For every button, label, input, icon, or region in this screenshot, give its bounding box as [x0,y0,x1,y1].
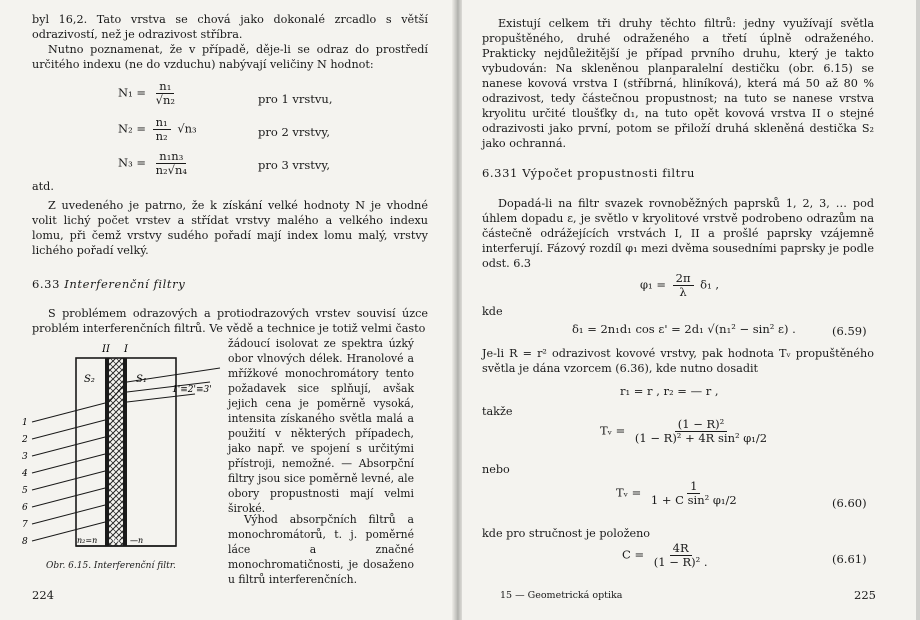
left-intro-2: Nutno poznamenat, že v případě, děje-li se odraz do prostředí určitého indexu (ne do vzduchu) nabývají veličiny N hodnot: [32,43,428,71]
eq-r: r₁ = r , r₂ = — r , [620,384,719,398]
eq-delta-number: (6.59) [832,324,867,338]
nebo: nebo [482,463,510,476]
label-n: —n [130,536,144,545]
label-II: II [102,344,110,355]
left-para-z: Z uvedeného je patrno, že k získání velké hodnoty N je vhodné volit lichý počet vrstev a střídat vrstvy malého a velkého indexu lomu, při čemž vrstvy sudého pořadí mají index lomu malý, vrstvy lichého pořadí velký. [32,199,428,257]
kde-2: kde pro stručnost je položeno [482,527,651,540]
label-n2: n₂=n [77,536,98,545]
running-footer: 15 — Geometrická optika [500,590,623,601]
label-S2: S₂ [84,374,95,385]
label-I: I [124,344,128,355]
metal-layer-I [123,358,127,546]
left-section-para: S problémem odrazových a protiodrazových vrstev souvisí úzce problém interferenčních filtrů. Ve vědě a technice je totiž velmi často [32,307,428,335]
eq-tv-1: Tᵥ = $\frac{\text{(1 − R)²}}{\text{(1 − R)² + 4R sin² φ₁/2}}$ [600,417,768,445]
right-intro: Existují celkem tři druhy těchto filtrů: jedny využívají světla propuštěného, druhé odraženého a třetí úplně odraženého. Prakticky nejdůležitější je případ prvního druhu, který je takto vybudován: Na skleněnou planparalelní destičku (obr. 6.15) se nanese kovová vrstva I (stříbrná, hliníková), která má 50 až 80 % odrazivost, tedy částečnou propustnost; na tuto se nanese vrstva kryolitu určité tloušťky d₁, na tuto opět kovová vrstva II o stejné odrazivosti jako první, potom se přiloží druhá skleněná destička S₂ jako ochranná. [482,17,874,150]
formula-n2: N₂ = $\frac{\text{n₁}}{\text{n₂}}$ √n₃ [118,115,197,143]
svg-text:8: 8 [22,537,28,547]
label-S1: S₁ [136,374,147,385]
eq-phi: φ₁ = $\frac{2\pi}{\lambda}$ δ₁ , [640,271,720,299]
svg-text:6: 6 [22,503,28,513]
metal-layer-II [105,358,109,546]
kde-1: kde [482,305,503,318]
label-n1: n₁ [112,536,121,545]
formula-n1-label: pro 1 vrstvu, [258,92,333,106]
eq-c: C = $\frac{4R}{\text{(1 − R)² .}}$ [622,541,708,569]
figure-caption: Obr. 6.15. Interferenční filtr. [46,561,176,571]
eq-tv-2: Tᵥ = $\frac{1}{\text{1 + C sin² φ₁/2}}$ [616,479,737,507]
interference-filter-figure [20,340,230,560]
right-para-2: Je-li R = r² odrazivost kovové vrstvy, pak hodnota Tᵥ propuštěného světla je dána vzorcem (6.36), kde nutno dosadit [482,347,874,375]
right-page-number: 225 [854,588,876,602]
left-intro-1: byl 16,2. Tato vrstva se chová jako dokonalé zrcadlo s větší odrazivostí, než je odrazivost stříbra. [32,13,428,41]
takze: takže [482,405,513,418]
formula-n2-label: pro 2 vrstvy, [258,125,331,139]
right-para-1: Dopadá-li na filtr svazek rovnoběžných paprsků 1, 2, 3, … pod úhlem dopadu ε, je světlo v kryolitové vrstvě podrobeno odrazům na částečně odrážejících vrstvách I, II a prošlé paprsky vzájemně interferují. Fázový rozdíl φ₁ mezi dvěma sousedními paprsky je podle odst. 6.3 [482,197,874,270]
cryolite-layer [109,358,123,546]
label-out-rays: 1'≡2'≡3' [172,385,212,395]
section-heading-6331: 6.331 Výpočet propustnosti filtru [482,166,695,180]
svg-text:2: 2 [22,435,28,445]
left-page [0,0,454,620]
left-page-number: 224 [32,588,54,602]
svg-text:1: 1 [22,418,28,428]
eq-c-number: (6.61) [832,552,867,566]
svg-text:4: 4 [22,469,28,479]
right-page [462,0,916,620]
svg-text:3: 3 [22,452,28,462]
formula-n1: N₁ = $\frac{\text{n₁}}{\text{√n₂}}$ [118,79,175,107]
section-heading-633: 6.33 Interferenční filtry [32,277,186,291]
left-side-text: žádoucí isolovat ze spektra úzký obor vlnových délek. Hranolové a mřížkové monochromátory tento požadavek sice splňují, avšak jejich cena je poměrně vysoká, intensita získaného světla malá a použití v některých případech, jako např. ve spojení s určitými přístroji, nemožné. — Absorpční filtry jsou sice poměrně levné, ale obory propustnosti mají velmi široké. [228,337,414,515]
atd: atd. [32,180,54,193]
left-side-text-2: Výhod absorpčních filtrů a monochromátorů, t. j. poměrné láce a značné monochromatičnosti, je dosaženo u filtrů interferenčních. [228,513,414,586]
svg-text:7: 7 [22,520,28,530]
eq-delta: δ₁ = 2n₁d₁ cos ε' = 2d₁ √(n₁² − sin² ε) . [572,322,796,336]
svg-text:5: 5 [22,486,28,496]
formula-n3-label: pro 3 vrstvy, [258,158,331,172]
ray-numbers [21,418,28,547]
eq-tv-2-number: (6.60) [832,496,867,510]
formula-n3: N₃ = $\frac{\text{n₁n₃}}{\text{n₂√n₄}}$ [118,149,187,177]
